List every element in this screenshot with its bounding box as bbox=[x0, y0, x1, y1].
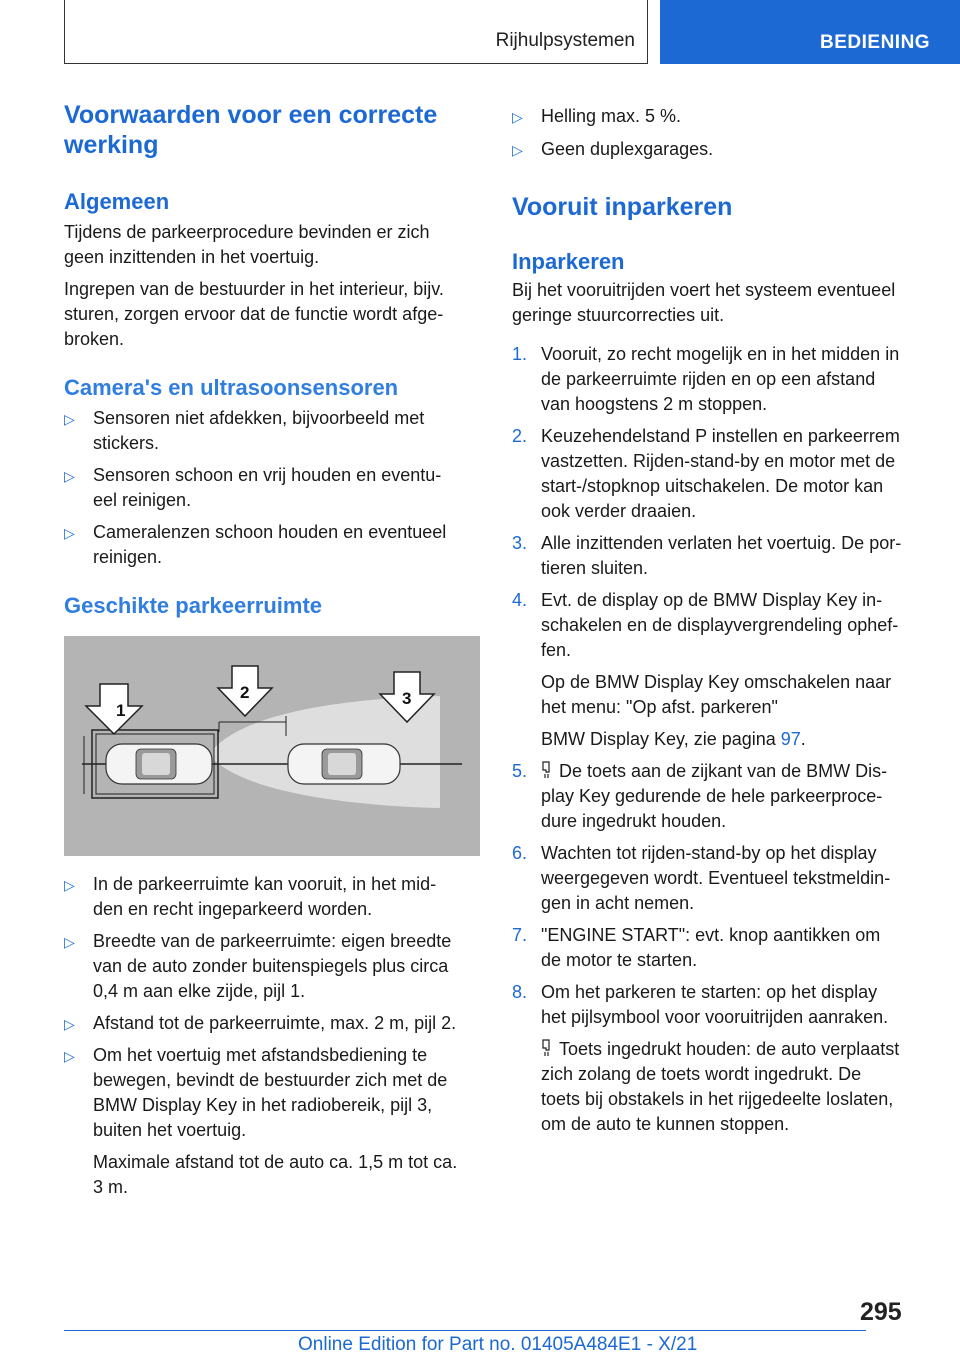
header-chapter-tab bbox=[660, 0, 960, 64]
list-item: ▷ Sensoren niet afdekken, bijvoorbeeld met stickers. bbox=[64, 408, 425, 453]
paragraph-algemeen-1: Tijdens de parkeerprocedure bevinden er zich geen inzittenden in het voertuig. bbox=[64, 222, 430, 267]
list-item: ▷ In de parkeerruimte kan vooruit, in het mid- den en recht ingeparkeerd worden. bbox=[64, 874, 437, 919]
triangle-bullet-icon: ▷ bbox=[64, 877, 75, 893]
side-button-icon bbox=[541, 1037, 553, 1059]
step-item-8: 8. Om het parkeren te starten: op het display het pijlsymbool voor vooruitrijden aanraken. bbox=[512, 982, 889, 1027]
step-4-subparagraph: Op de BMW Display Key omschakelen naar het menu: "Op afst. parkeren" bbox=[541, 672, 892, 717]
heading-parking-space: Geschikte parkeerruimte bbox=[64, 593, 323, 618]
step-item-6: 6. Wachten tot rijden-stand-by op het display weergegeven wordt. Eventueel tekstmeldin- gen in acht nemen. bbox=[512, 843, 891, 913]
header-chapter-title: BEDIENING bbox=[820, 32, 931, 53]
parked-car-1 bbox=[106, 744, 212, 784]
heading-inparkeren: Inparkeren bbox=[512, 249, 625, 274]
heading-algemeen: Algemeen bbox=[64, 189, 170, 214]
page-link-97[interactable]: 97 bbox=[780, 729, 801, 749]
page-number: 295 bbox=[860, 1298, 902, 1326]
step-item-4: 4. Evt. de display op de BMW Display Key in- schakelen en de displayvergrendeling ophef- fen. bbox=[512, 590, 899, 660]
step-4-page-reference: BMW Display Key, zie pagina 97. bbox=[541, 729, 806, 749]
triangle-bullet-icon: ▷ bbox=[512, 109, 523, 125]
parking-diagram-svg bbox=[64, 636, 480, 856]
step-item-2: 2. Keuzehendelstand P instellen en parkeerrem vastzetten. Rijden-stand-by en motor met de start-/stopknop uitschakelen. De motor kan ook verder draaien. bbox=[512, 426, 900, 521]
list-item: ▷ Sensoren schoon en vrij houden en eventu- eel reinigen. bbox=[64, 465, 442, 510]
step-item-5: 5. De toets aan de zijkant van de BMW Dis- play Key gedurende de hele parkeerproce- dure ingedrukt houden. bbox=[512, 761, 888, 831]
left-column bbox=[64, 100, 482, 1200]
parking-space-illustration bbox=[64, 636, 480, 856]
triangle-bullet-icon: ▷ bbox=[64, 934, 75, 950]
section-title-vooruit-inparkeren: Vooruit inparkeren bbox=[512, 193, 733, 221]
triangle-bullet-icon: ▷ bbox=[64, 468, 75, 484]
paragraph-algemeen-2: Ingrepen van de bestuurder in het interieur, bijv. sturen, zorgen ervoor dat de functie wordt afge- broken. bbox=[64, 279, 444, 349]
heading-sensors: Camera's en ultrasoonsensoren bbox=[64, 375, 399, 400]
side-button-icon bbox=[541, 759, 553, 781]
step-8-subparagraph: Toets ingedrukt houden: de auto verplaatst zich zolang de toets wordt ingedrukt. De toets bij obstakels in het rijgedeelte loslaten, om de auto te kunnen stoppen. bbox=[541, 1039, 900, 1134]
approaching-car-2 bbox=[288, 744, 400, 784]
triangle-bullet-icon: ▷ bbox=[512, 142, 523, 158]
list-item: ▷ Helling max. 5 %. bbox=[512, 104, 930, 129]
list-item: ▷ Afstand tot de parkeerruimte, max. 2 m, pijl 2. bbox=[64, 1011, 482, 1036]
header-section-title: Rijhulpsystemen bbox=[495, 30, 635, 51]
step-item-1: 1. Vooruit, zo recht mogelijk en in het midden in de parkeerruimte rijden en op een afstand van hoogstens 2 m stoppen. bbox=[512, 344, 900, 414]
triangle-bullet-icon: ▷ bbox=[64, 1016, 75, 1032]
footer-edition-text: Online Edition for Part no. 01405A484E1 - X/21 bbox=[298, 1334, 698, 1355]
arrow-1-shape bbox=[86, 684, 142, 734]
list-item: ▷ Cameralenzen schoon houden en eventueel reinigen. bbox=[64, 522, 447, 567]
arrow-2-label: 2 bbox=[240, 683, 250, 702]
step-item-7: 7. "ENGINE START": evt. knop aantikken om de motor te starten. bbox=[512, 925, 881, 970]
triangle-bullet-icon: ▷ bbox=[64, 525, 75, 541]
paragraph-inparkeren: Bij het vooruitrijden voert het systeem eventueel geringe stuurcorrecties uit. bbox=[512, 280, 896, 325]
header-section-box bbox=[64, 0, 648, 64]
footer-divider bbox=[64, 1330, 866, 1331]
list-item-subparagraph: Maximale afstand tot de auto ca. 1,5 m tot ca. 3 m. bbox=[93, 1152, 458, 1197]
arrow-3-label: 3 bbox=[402, 689, 412, 708]
section-title-voorwaarden: Voorwaarden voor een correcte werking bbox=[64, 101, 438, 159]
triangle-bullet-icon: ▷ bbox=[64, 1048, 75, 1064]
step-item-3: 3. Alle inzittenden verlaten het voertuig. De por- tieren sluiten. bbox=[512, 533, 902, 578]
triangle-bullet-icon: ▷ bbox=[64, 411, 75, 427]
list-item: ▷ Om het voertuig met afstandsbediening te bewegen, bevindt de bestuurder zich met de BMW Display Key in het radiobereik, pijl 3, buiten het voertuig. bbox=[64, 1045, 448, 1140]
arrow-1-label: 1 bbox=[116, 701, 126, 720]
list-item: ▷ Breedte van de parkeerruimte: eigen breedte van de auto zonder buitenspiegels plus circa 0,4 m aan elke zijde, pijl 1. bbox=[64, 931, 452, 1001]
list-item: ▷ Geen duplexgarages. bbox=[512, 137, 930, 162]
right-column bbox=[512, 104, 930, 1137]
